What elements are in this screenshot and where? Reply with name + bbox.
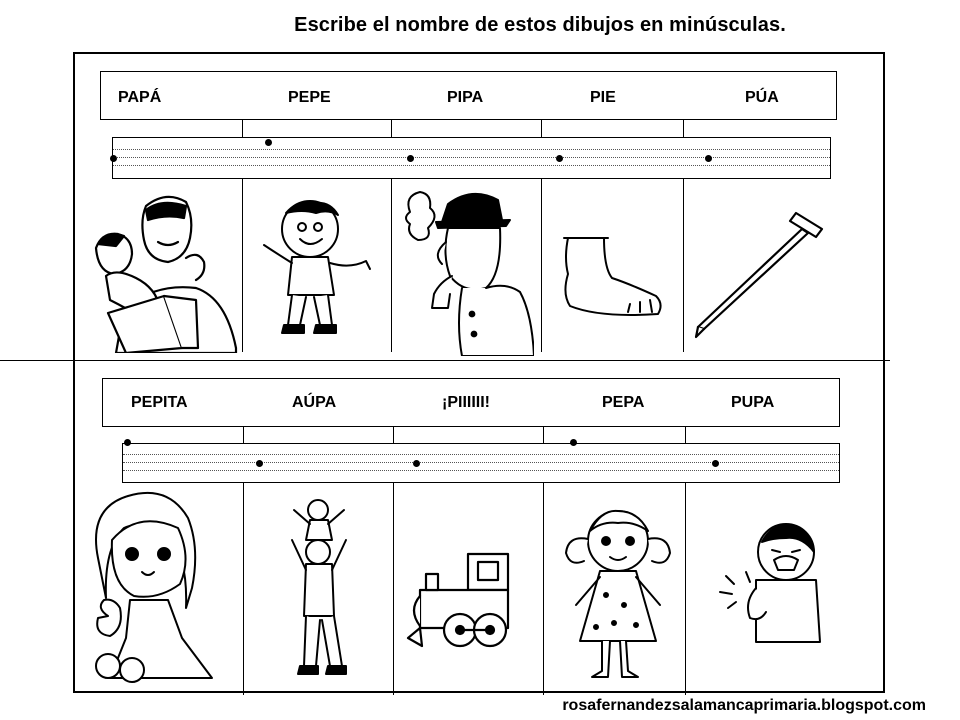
crying-child-picture xyxy=(716,512,826,652)
nail-picture xyxy=(692,205,828,341)
guide-line xyxy=(123,470,839,471)
word-papa: PAPÁ xyxy=(118,89,162,106)
writing-lines-bottom[interactable] xyxy=(122,443,840,483)
toy-train-picture xyxy=(404,550,514,650)
word-pepita: PEPITA xyxy=(131,394,188,411)
start-dot xyxy=(705,155,712,162)
start-dot xyxy=(413,460,420,467)
guide-line xyxy=(123,462,839,463)
start-dot xyxy=(712,460,719,467)
word-pupa: PUPA xyxy=(731,394,775,411)
start-dot xyxy=(124,439,131,446)
guide-line xyxy=(113,165,830,166)
start-dot xyxy=(110,155,117,162)
start-dot xyxy=(407,155,414,162)
girl-with-puppy-picture xyxy=(88,488,242,688)
word-pepe: PEPE xyxy=(288,89,331,106)
start-dot xyxy=(556,155,563,162)
word-piiiiii: ¡PIIIIII! xyxy=(442,394,490,411)
blog-url-footer: rosafernandezsalamancaprimaria.blogspot.com xyxy=(562,697,926,714)
child-on-shoulders-picture xyxy=(274,496,364,690)
word-pua: PÚA xyxy=(745,89,779,106)
boy-waving-picture xyxy=(258,193,376,341)
writing-lines-top[interactable] xyxy=(112,137,831,179)
word-pie: PIE xyxy=(590,89,616,106)
start-dot xyxy=(570,439,577,446)
foot-picture xyxy=(560,234,666,318)
father-reading-to-child-picture xyxy=(86,188,241,353)
start-dot xyxy=(256,460,263,467)
word-aupa: AÚPA xyxy=(292,394,337,411)
word-pepa: PEPA xyxy=(602,394,645,411)
word-pipa: PIPA xyxy=(447,89,484,106)
guide-line xyxy=(123,454,839,455)
worksheet-title: Escribe el nombre de estos dibujos en minúsculas. xyxy=(294,14,786,36)
girl-with-pigtails-picture xyxy=(558,505,678,690)
guide-line xyxy=(113,149,830,150)
man-smoking-pipe-picture xyxy=(402,184,534,356)
row-divider xyxy=(0,360,890,361)
guide-line xyxy=(113,157,830,158)
start-dot xyxy=(265,139,272,146)
